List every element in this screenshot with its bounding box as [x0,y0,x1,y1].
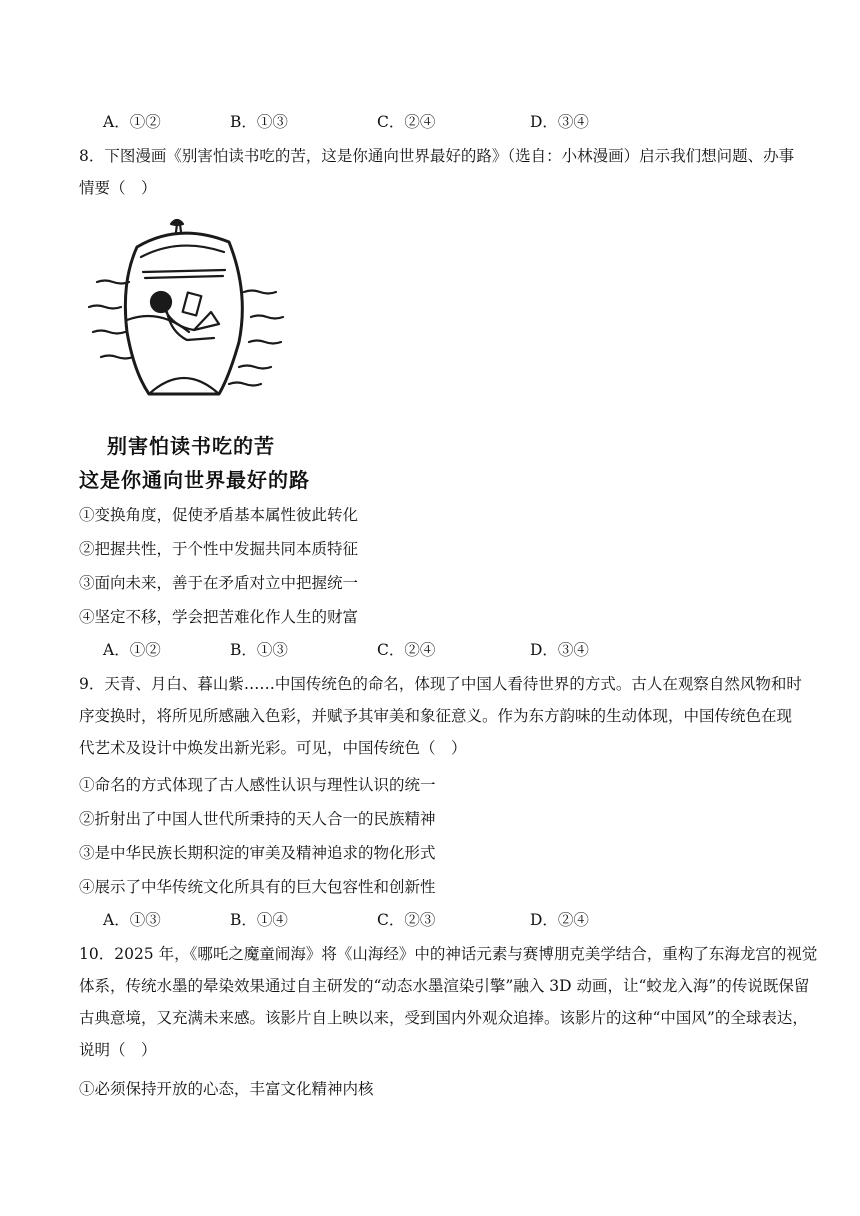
q8-item-3: ③面向未来，善于在矛盾对立中把握统一 [79,574,359,592]
q8-option-b: B．①③ [230,641,288,659]
q9-option-b: B．①④ [230,911,288,929]
q9-option-c: C．②③ [377,911,436,929]
cartoon-caption-line-1: 别害怕读书吃的苦 [107,434,275,458]
q8-option-d: D．③④ [530,641,589,659]
q10-stem-line-2: 体系，传统水墨的晕染效果通过自主研发的“动态水墨渲染引擎”融入 3D 动画，让“蛟龙入海”的传说既保留 [79,977,810,995]
cartoon-caption-line-2: 这是你通向世界最好的路 [79,468,310,492]
q8-option-a: A．①② [103,641,161,659]
q7-options [103,112,803,132]
q9-options [103,910,803,930]
q8-item-4: ④坚定不移，学会把苦难化作人生的财富 [79,608,359,626]
q9-stem-line-2: 序变换时，将所见所感融入色彩，并赋予其审美和象征意义。作为东方韵味的生动体现，中国传统色在现 [79,707,793,725]
q8-option-c: C．②④ [377,641,436,659]
q10-item-1: ①必须保持开放的心态，丰富文化精神内核 [79,1080,374,1098]
q8-stem-line-2: 情要（ ） [79,179,157,197]
q8-item-2: ②把握共性，于个性中发掘共同本质特征 [79,540,359,558]
q8-options [103,640,803,660]
q7-option-c: C．②④ [377,113,436,131]
q9-item-1: ①命名的方式体现了古人感性认识与理性认识的统一 [79,776,436,794]
boat-reading-illustration [79,212,294,412]
q9-stem-line-3: 代艺术及设计中焕发出新光彩。可见，中国传统色（ ） [79,739,467,757]
q9-option-a: A．①③ [103,911,161,929]
q10-stem-line-4: 说明（ ） [79,1041,157,1059]
q8-cartoon [79,212,310,494]
q9-stem-line-1: 9．天青、月白、暮山紫……中国传统色的命名，体现了中国人看待世界的方式。古人在观察自然风物和时 [79,675,802,693]
q9-item-4: ④展示了中华传统文化所具有的巨大包容性和创新性 [79,878,436,896]
q7-option-a: A．①② [103,113,161,131]
q10-stem-line-3: 古典意境，又充满未来感。该影片自上映以来，受到国内外观众追捧。该影片的这种“中国风”的全球表达， [79,1009,808,1027]
q7-option-b: B．①③ [230,113,288,131]
q7-option-d: D．③④ [530,113,589,131]
q9-item-3: ③是中华民族长期积淀的审美及精神追求的物化形式 [79,844,436,862]
q8-item-1: ①变换角度，促使矛盾基本属性彼此转化 [79,506,359,524]
q9-option-d: D．②④ [530,911,589,929]
q8-stem-line-1: 8．下图漫画《别害怕读书吃的苦，这是你通向世界最好的路》（选自：小林漫画）启示我们想问题、办事 [79,147,795,165]
q10-stem-line-1: 10．2025 年，《哪吒之魔童闹海》将《山海经》中的神话元素与赛博朋克美学结合，重构了东海龙宫的视觉 [79,945,818,963]
q9-item-2: ②折射出了中国人世代所秉持的天人合一的民族精神 [79,810,436,828]
